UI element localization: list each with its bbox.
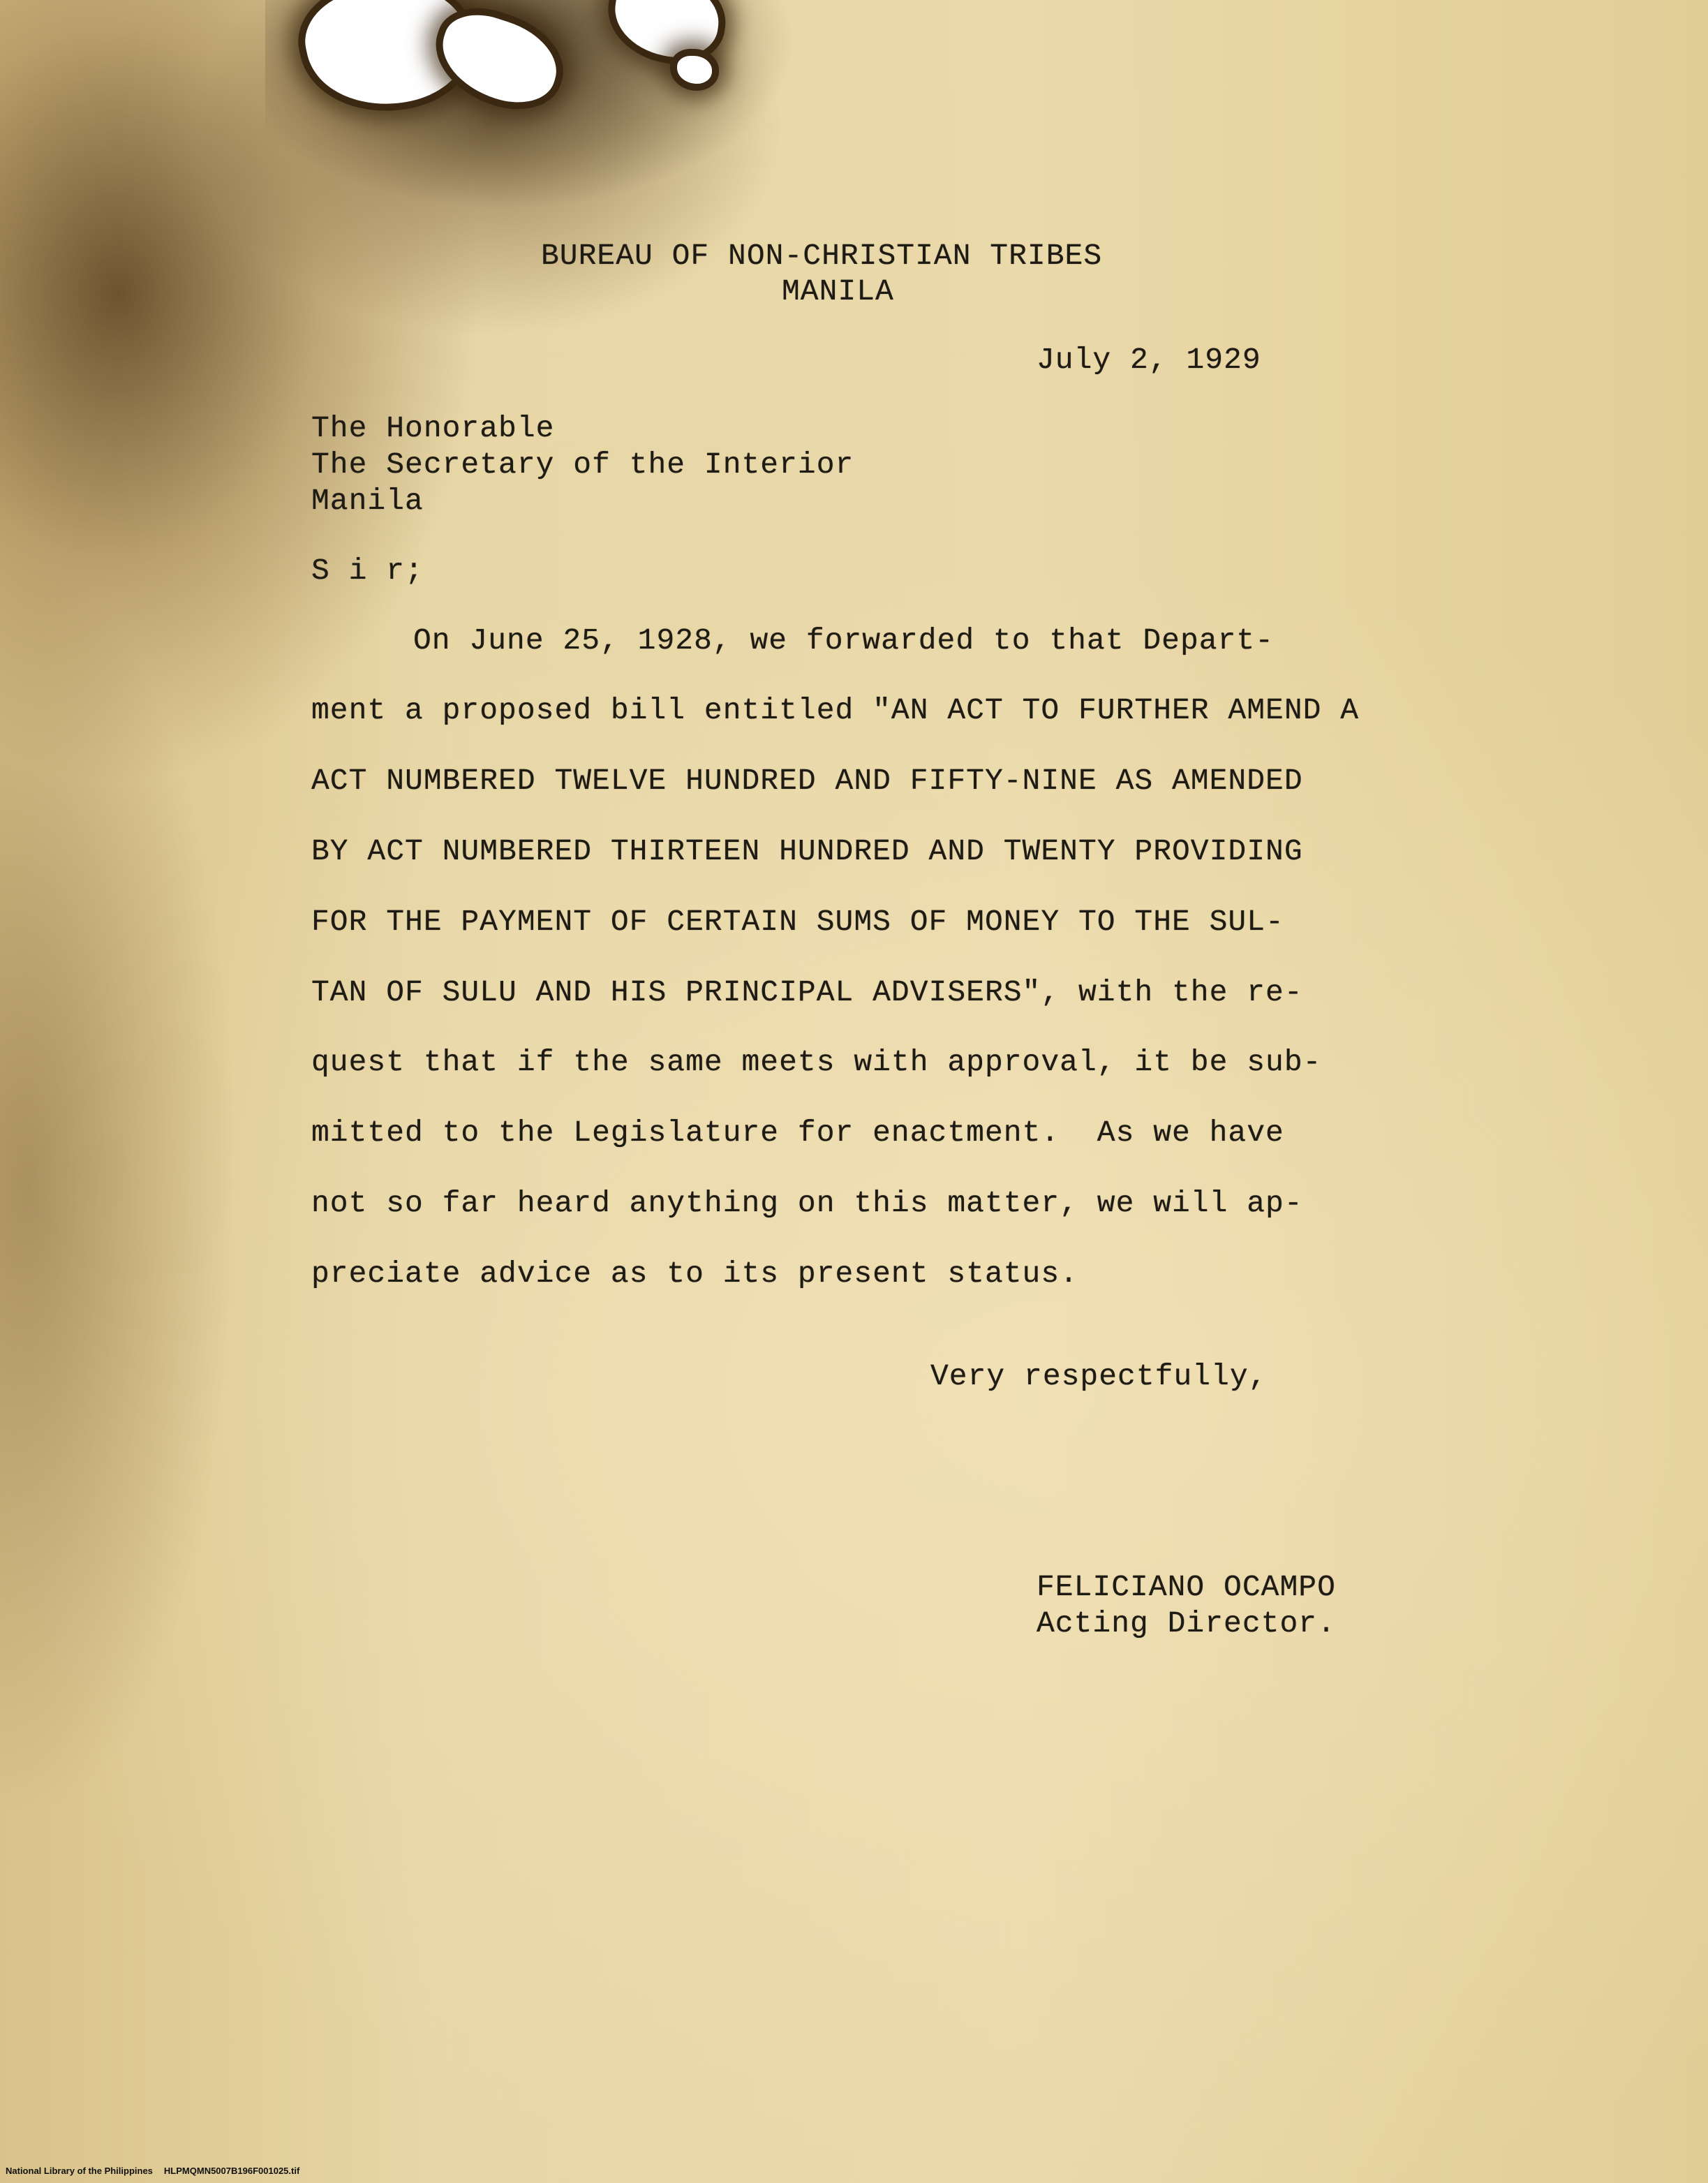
body-line: TAN OF SULU AND HIS PRINCIPAL ADVISERS", with the re- — [311, 975, 1303, 1009]
signature-title: Acting Director. — [1037, 1606, 1336, 1641]
recipient-line-2: The Secretary of the Interior — [311, 447, 854, 482]
recipient-line-3: Manila — [311, 484, 424, 518]
body-line: not so far heard anything on this matter, we will ap- — [311, 1186, 1303, 1220]
letterhead-line-2: MANILA — [782, 274, 894, 309]
letterhead-line-1: BUREAU OF NON-CHRISTIAN TRIBES — [541, 239, 1103, 273]
footer-institution: National Library of the Philippines — [6, 2166, 153, 2176]
body-line: ACT NUMBERED TWELVE HUNDRED AND FIFTY-NINE AS AMENDED — [311, 764, 1303, 798]
body-line: FOR THE PAYMENT OF CERTAIN SUMS OF MONEY TO THE SUL- — [311, 905, 1284, 939]
body-line: BY ACT NUMBERED THIRTEEN HUNDRED AND TWENTY PROVIDING — [311, 834, 1303, 868]
footer-file-id: HLPMQMN5007B196F001025.tif — [163, 2166, 300, 2176]
recipient-line-1: The Honorable — [311, 411, 555, 445]
closing: Very respectfully, — [930, 1359, 1268, 1393]
salutation: S i r; — [311, 554, 424, 588]
archive-footer — [6, 2166, 311, 2176]
body-line: ment a proposed bill entitled "AN ACT TO FURTHER AMEND A — [311, 693, 1360, 727]
body-line: mitted to the Legislature for enactment. As we have — [311, 1116, 1284, 1150]
body-line: quest that if the same meets with approval, it be sub- — [311, 1045, 1322, 1079]
letter-date: July 2, 1929 — [1037, 343, 1261, 377]
body-line: preciate advice as to its present status. — [311, 1257, 1078, 1291]
signature-name: FELICIANO OCAMPO — [1037, 1570, 1336, 1604]
body-line: On June 25, 1928, we forwarded to that Depart- — [413, 623, 1274, 658]
